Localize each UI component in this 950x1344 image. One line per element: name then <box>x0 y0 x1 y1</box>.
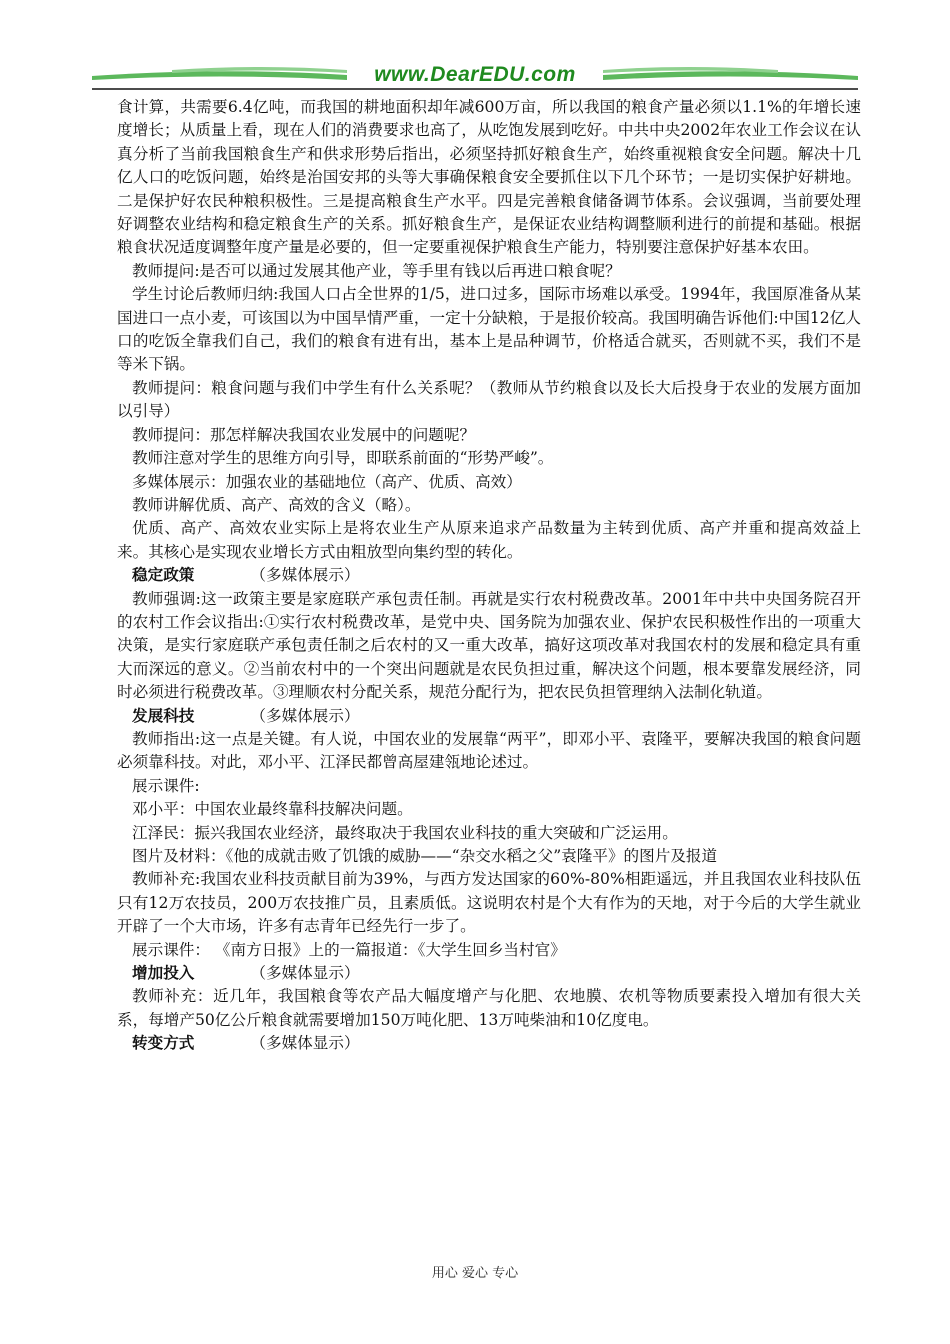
paragraph: 展示课件: <box>132 776 200 795</box>
heading-tag: （多媒体显示） <box>250 964 360 983</box>
heading-tag: （多媒体显示） <box>250 1034 360 1053</box>
heading-title: 增加投入 <box>132 964 195 983</box>
heading-tag: （多媒体展示） <box>250 566 360 585</box>
paragraph: 教师强调:这一政策主要是家庭联产承包责任制。再就是实行农村税费改革。2001年中共中央国务院召开的农村工作会议指出:①实行农村税费改革，是党中央、国务院为加强农业、保护农民积极性作出的一项重大决策，是实行家庭联产承包责任制之后农村的又一重大改革，搞好这项改革对我国农村的发展和稳定具有重大而深远的意义。②当前农村中的一个突出问题就是农民负担过重，解决这个问题，根本要靠发展经济，同时必须进行税费改革。③理顺农村分配关系，规范分配行为，把农民负担管理纳入法制化轨道。 <box>117 589 861 702</box>
page-footer: 用心 爱心 专心 <box>431 1266 519 1281</box>
paragraph: 学生讨论后教师归纳:我国人口占全世界的1/5，进口过多，国际市场难以承受。1994年，我国原准备从某国进口一点小麦，可该国以为中国旱情严重，一定十分缺粮，于是报价较高。我国明确告诉他们:中国12亿人口的吃饭全靠我们自己，我们的粮食有进有出，基本上是品种调节，价格适合就买，否则就不买，我们不是等米下锅。 <box>117 285 861 374</box>
article-body <box>117 96 861 1056</box>
paragraph: 教师注意对学生的思维方向引导，即联系前面的“形势严峻”。 <box>132 449 554 468</box>
section-heading-transform <box>117 1032 861 1055</box>
paragraph: 教师讲解优质、高产、高效的含义（略）。 <box>132 495 421 514</box>
page-header <box>92 58 858 94</box>
paragraph: 教师提问:是否可以通过发展其他产业，等手里有钱以后再进口粮食呢？ <box>132 261 621 280</box>
paragraph: 食计算，共需要6.4亿吨，而我国的耕地面积却年减600万亩，所以我国的粮食产量必须以1.1%的年增长速度增长；从质量上看，现在人们的消费要求也高了，从吃饱发展到吃好。中共中央2002年农业工作会议在认真分析了当前我国粮食生产和供求形势后指出，必须坚持抓好粮食生产，始终重视粮食安全问题。解决十几亿人口的吃饭问题，始终是治国安邦的头等大事确保粮食安全要抓住以下几个环节；一是切实保护好耕地。二是保护好农民种粮积极性。三是提高粮食生产水平。四是完善粮食储备调节体系。会议强调，当前要处理好调整农业结构和稳定粮食生产的关系。抓好粮食生产，是保证农业结构调整顺利进行的前提和基础。根据粮食状况适度调整年度产量是必要的，但一定要重视保护粮食生产能力，特别要注意保护好基本农田。 <box>117 98 861 257</box>
paragraph: 展示课件： 《南方日报》上的一篇报道：《大学生回乡当村官》 <box>132 940 566 959</box>
heading-title: 稳定政策 <box>132 566 195 585</box>
heading-tag: （多媒体展示） <box>250 706 360 725</box>
paragraph: 教师指出:这一点是关键。有人说，中国农业的发展靠“两平”，即邓小平、袁隆平，要解决我国的粮食问题必须靠科技。对此，邓小平、江泽民都曾高屋建瓴地论述过。 <box>117 729 861 772</box>
paragraph: 多媒体展示：加强农业的基础地位（高产、优质、高效） <box>132 472 522 491</box>
paragraph: 图片及材料：《他的成就击败了饥饿的威胁——“杂交水稻之父”袁隆平》的图片及报道 <box>132 847 718 865</box>
paragraph: 教师提问：粮食问题与我们中学生有什么关系呢？（教师从节约粮食以及长大后投身于农业的发展方面加以引导） <box>117 378 861 421</box>
paragraph: 江泽民：振兴我国农业经济，最终取决于我国农业科技的重大突破和广泛运用。 <box>132 823 678 842</box>
section-heading-investment <box>117 962 861 985</box>
paragraph: 教师补充：近几年，我国粮食等农产品大幅度增产与化肥、农地膜、农机等物质要素投入增加有很大关系，每增产50亿公斤粮食就需要增加150万吨化肥、13万吨柴油和10亿度电。 <box>117 987 861 1029</box>
heading-title: 转变方式 <box>132 1034 195 1053</box>
paragraph: 教师补充:我国农业科技贡献目前为39%，与西方发达国家的60%-80%相距遥远，并且我国农业科技队伍只有12万农技员，200万农技推广员，且素质低。这说明农村是个大有作为的天地，对于今后的大学生就业开辟了一个大市场，许多有志青年已经先行一步了。 <box>117 870 861 936</box>
section-heading-tech <box>117 705 861 728</box>
site-logo-text: www.DearEDU.com <box>374 63 576 86</box>
paragraph: 教师提问：那怎样解决我国农业发展中的问题呢？ <box>132 425 476 444</box>
paragraph: 邓小平：中国农业最终靠科技解决问题。 <box>132 800 413 819</box>
heading-title: 发展科技 <box>132 706 195 725</box>
section-heading-policy <box>117 564 861 587</box>
paragraph: 优质、高产、高效农业实际上是将农业生产从原来追求产品数量为主转到优质、高产并重和提高效益上来。其核心是实现农业增长方式由粗放型向集约型的转化。 <box>117 519 861 561</box>
